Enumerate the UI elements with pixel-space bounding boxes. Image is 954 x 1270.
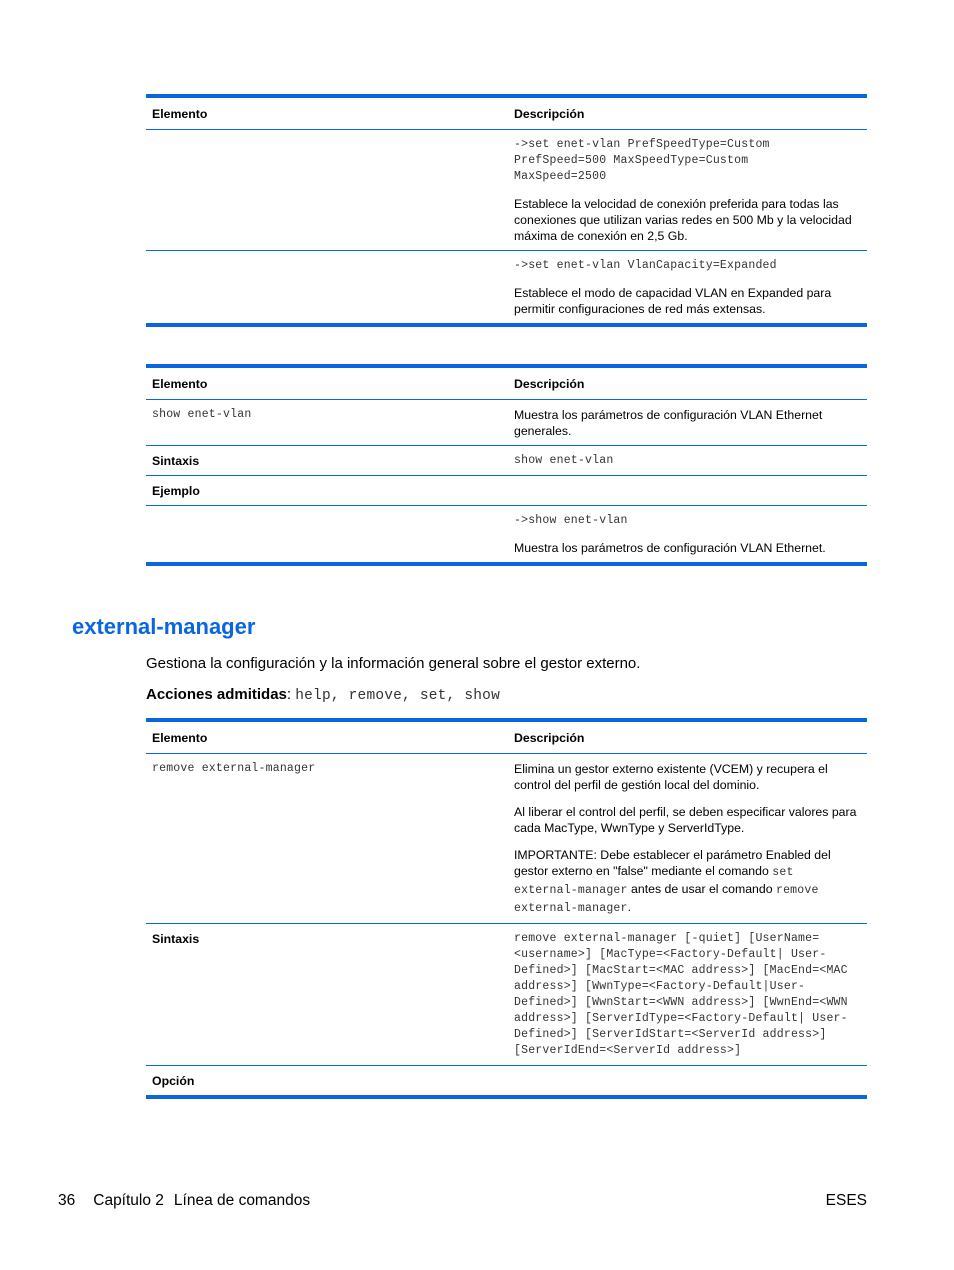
example-command: ->set enet-vlan VlanCapacity=Expanded [514, 259, 777, 272]
empty-cell [146, 251, 507, 326]
supported-actions-list: help, remove, set, show [295, 688, 500, 704]
example-command: ->set enet-vlan PrefSpeedType=Custom PrefSpeed=500 MaxSpeedType=Custom MaxSpeed=2500 [514, 138, 770, 183]
show-enet-vlan-table [146, 364, 867, 566]
empty-cell [507, 1066, 867, 1098]
empty-cell [146, 130, 507, 251]
example-description: Establece el modo de capacidad VLAN en Expanded para permitir configuraciones de red más extensas. [514, 286, 832, 316]
supported-actions [146, 686, 500, 704]
page-number: 36 [58, 1192, 76, 1209]
vlan-examples-table [146, 94, 867, 327]
element-name: remove external-manager [152, 762, 316, 775]
note-command: set external-manager [514, 866, 794, 897]
description-cell [507, 506, 867, 565]
supported-actions-label: Acciones admitidas [146, 686, 287, 703]
table-header-row [146, 96, 867, 130]
important-note [514, 847, 861, 917]
table-row [146, 476, 867, 506]
chapter-label: Capítulo 2 [93, 1192, 164, 1209]
empty-cell [146, 506, 507, 565]
element-name: show enet-vlan [152, 408, 252, 421]
option-label: Opción [146, 1066, 507, 1098]
table-row [146, 251, 867, 326]
table-row [146, 754, 867, 924]
table-header-row [146, 720, 867, 754]
table-row [146, 1066, 867, 1098]
syntax-label: Sintaxis [146, 446, 507, 476]
description-cell [507, 754, 867, 924]
table-row [146, 506, 867, 565]
language-code: ESES [825, 1192, 867, 1209]
example-description: Muestra los parámetros de configuración VLAN Ethernet. [514, 541, 826, 555]
table-row [146, 924, 867, 1066]
empty-cell [507, 476, 867, 506]
description-paragraph: Al liberar el control del perfil, se deben especificar valores para cada MacType, WwnType y ServerIdType. [514, 805, 857, 835]
column-header-description: Descripción [507, 96, 867, 130]
chapter-title: Línea de comandos [173, 1192, 311, 1209]
syntax-label: Sintaxis [146, 924, 507, 1066]
column-header-description: Descripción [507, 720, 867, 754]
table-row [146, 130, 867, 251]
note-text: antes de usar el comando [627, 882, 776, 896]
description-cell [507, 130, 867, 251]
table-row [146, 400, 867, 446]
element-description: Muestra los parámetros de configuración VLAN Ethernet generales. [514, 408, 823, 438]
note-text: IMPORTANTE: Debe establecer el parámetro Enabled del gestor externo en "false" mediante el comando [514, 848, 831, 878]
column-header-element: Elemento [146, 96, 507, 130]
description-cell [507, 251, 867, 326]
column-header-description: Descripción [507, 366, 867, 400]
example-description: Establece la velocidad de conexión preferida para todas las conexiones que utilizan varias redes en 500 Mb y la velocidad máxima de conexión en 2,5 Gb. [514, 197, 852, 243]
column-header-element: Elemento [146, 720, 507, 754]
description-paragraph: Elimina un gestor externo existente (VCEM) y recupera el control del perfil de gestión local del dominio. [514, 762, 828, 792]
page-footer [58, 1192, 867, 1210]
section-intro: Gestiona la configuración y la información general sobre el gestor externo. [146, 655, 641, 672]
table-row [146, 446, 867, 476]
column-header-element: Elemento [146, 366, 507, 400]
syntax-command: show enet-vlan [507, 446, 867, 476]
syntax-command: remove external-manager [-quiet] [UserName=<username>] [MacType=<Factory-Default| User-Defined>] [MacStart=<MAC address>] [MacEnd=<MAC address>] [WwnType=<Factory-Default|User-Defined>] [WwnStart=<WWN address>] [WwnEnd=<WWN address>] [ServerIdType=<Factory-Default| User-Defined>] [ServerIdStart=<ServerId address>] [ServerIdEnd=<ServerId address>] [507, 924, 867, 1066]
external-manager-table [146, 718, 867, 1099]
note-command: remove external-manager [514, 884, 819, 915]
example-label: Ejemplo [146, 476, 507, 506]
note-text: . [627, 900, 632, 914]
supported-actions-separator: : [286, 686, 292, 703]
table-header-row [146, 366, 867, 400]
example-command: ->show enet-vlan [514, 514, 628, 527]
section-title: external-manager [72, 614, 256, 639]
